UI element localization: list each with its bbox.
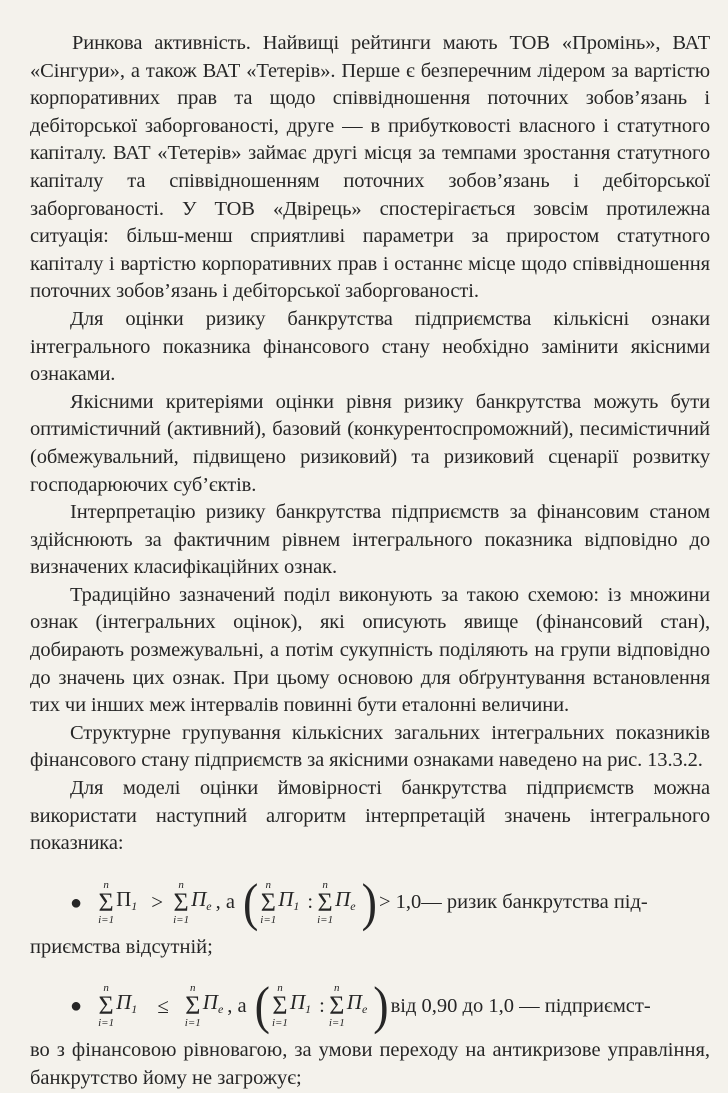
formula-variable: $П_е$: [346, 990, 368, 1017]
sum-symbol: n Σ i=1: [98, 878, 115, 926]
formula-variable: $П_е$: [191, 886, 212, 913]
paragraph-interpretation: Інтерпретацію ризику банкрутства підприємств за фінансовим станом здійснюють за фактичним рівнем інтегрального показника відповідно до визначених класифікаційних ознак.: [30, 501, 710, 579]
formula-line-2: ● n Σ i=1 $П_1$ ≤ n Σ i=1 $П_е$ , а ( n Σ i=1 $П_1$ : n Σ i=1 $П_е$ ) від 0,90 до 1,0 — підприємст-: [70, 976, 651, 1036]
formula-text: , а: [227, 994, 247, 1017]
formula-text: > 1,0: [378, 891, 422, 914]
formula-continuation: приємства відсутній;: [30, 935, 213, 958]
paragraph-market-activity: Ринкова активність. Найвищі рейтинги мають ТОВ «Промінь», ВАТ «Сінгури», а також ВАТ «Тетерів». Перше є безперечним лідером за вартістю корпоративних прав та щодо співвідношення поточних зобов’язань і дебіторської заборгованості, друге — в прибутковості власного і статутного капіталу. ВАТ «Тетерів» займає другі місця за темпами зростання статутного капіталу та співвідношенням поточних зобов’язань і дебіторської заборгованості. У ТОВ «Двірець» спостерігається зовсім протилежна ситуація: більш-менш сприятливі параметри за приростом статутного капіталу і вартістю корпоративних прав і останнє місце щодо співвідношення поточних зобов’язань і дебіторської заборгованості.: [30, 32, 710, 303]
paragraph-structural-grouping: Структурне групування кількісних загальних інтегральних показників фінансового стану підприємств за якісними ознаками наведено на рис. 13.3.2.: [30, 721, 710, 772]
formula-line-1: ● n Σ i=1 $П_1$ > n Σ i=1 $П_е$ , а ( n Σ i=1 $П_1$ : n Σ i=1 $П_е$ ) > 1,0 — ризик банкрутства під-: [70, 872, 648, 932]
formula-bullet-2: [30, 975, 710, 1092]
formula-text: — ризик банкрутства під-: [421, 891, 648, 914]
sum-symbol: n Σ i=1: [328, 982, 345, 1030]
sum-symbol: n Σ i=1: [271, 982, 288, 1030]
sum-symbol: n Σ i=1: [317, 878, 334, 926]
bullet-dot-icon: ●: [70, 891, 83, 914]
formula-variable: $П_1$: [278, 886, 300, 913]
formula-text: :: [319, 994, 325, 1017]
formula-variable: $П_1$: [289, 990, 312, 1017]
formula-variable: $П_1$: [116, 990, 138, 1017]
formula-continuation: во з фінансовою рівновагою, за умови переходу на антикризове управління, банкрутство йому не загрожує;: [30, 1039, 710, 1089]
formula-bullet-1: [30, 872, 710, 962]
paragraph-quality-criteria: Якісними критеріями оцінки рівня ризику банкрутства можуть бути оптимістичний (активний), базовий (конкурентоспроможний), песимістичний (обмежувальний, підвищено ризиковий) та ризиковий сценарії розвитку господарюючих суб’єктів.: [30, 390, 710, 496]
sum-symbol: n Σ i=1: [98, 982, 115, 1030]
formula-operator: >: [151, 890, 164, 915]
formula-text: , а: [215, 891, 235, 914]
formula-variable: $П_е$: [335, 886, 356, 913]
sum-symbol: n Σ i=1: [173, 878, 190, 926]
formula-variable: $П_1$: [116, 886, 138, 913]
bullet-dot-icon: ●: [70, 995, 83, 1018]
formula-text: :: [307, 891, 314, 914]
formula-operator: ≤: [157, 993, 169, 1018]
paragraph-traditional-division: Традиційно зазначений поділ виконують за такою схемою: із множини ознак (інтегральних оцінок), які описують явище (фінансовий стан), добирають розмежувальні, а потім сукупність поділяють на групи відповідно до значень цих ознак. При цьому основою для обґрунтування встановлення тих чи інших меж інтервалів повинні бути еталонні величини.: [30, 583, 710, 717]
sum-symbol: n Σ i=1: [260, 878, 277, 926]
formula-variable: $П_е$: [202, 990, 224, 1017]
paragraph-risk-assessment: Для оцінки ризику банкрутства підприємства кількісні ознаки інтегрального показника фінансового стану необхідно замінити якісними ознаками.: [30, 307, 710, 386]
sum-symbol: n Σ i=1: [184, 982, 201, 1030]
paragraph-algorithm-intro: Для моделі оцінки ймовірності банкрутства підприємств можна використати наступний алгоритм інтерпретацій значень інтегрального показника:: [30, 777, 710, 855]
formula-text: від 0,90 до 1,0 — підприємст-: [390, 994, 651, 1017]
